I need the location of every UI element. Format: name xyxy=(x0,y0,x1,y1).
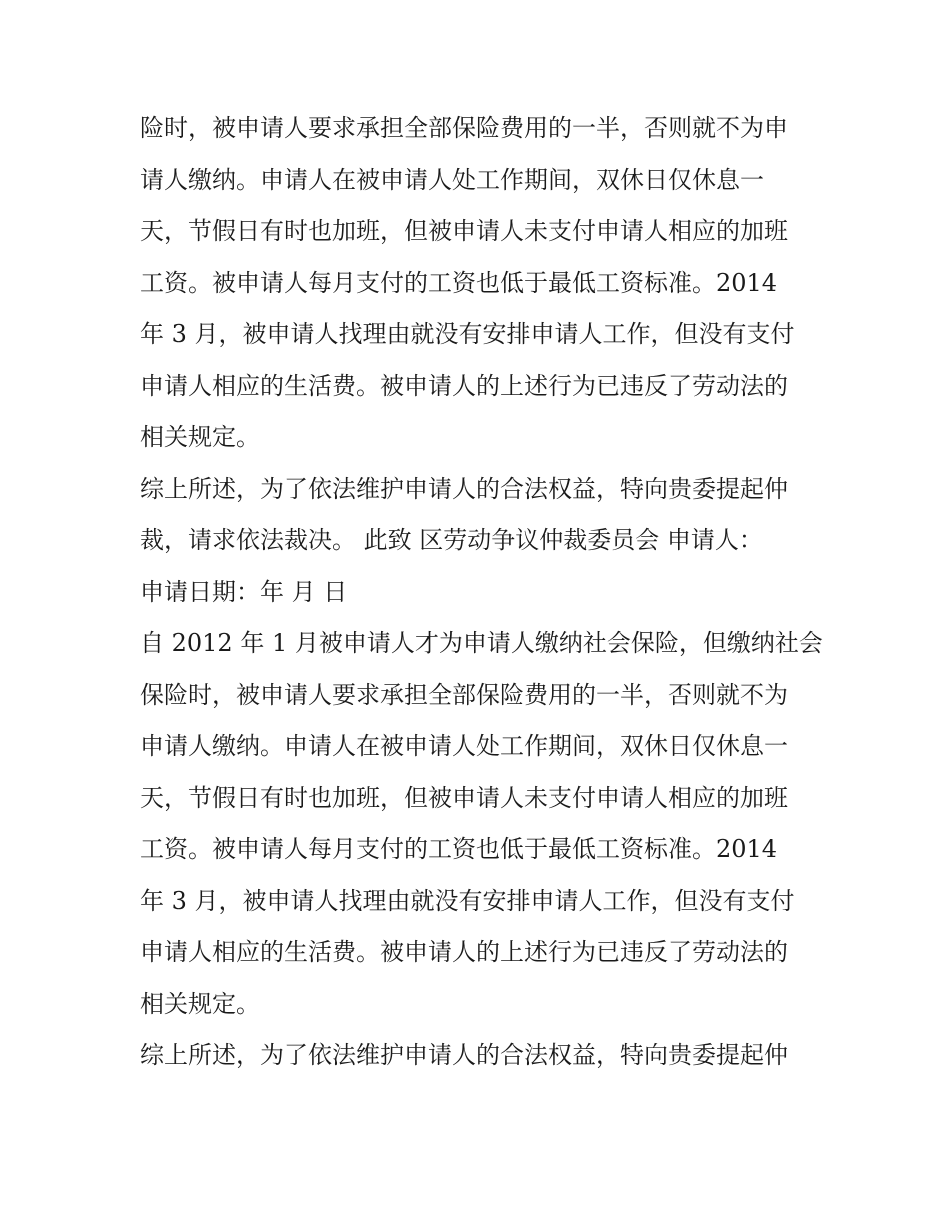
paragraph-facts xyxy=(140,103,812,464)
text-line: 裁，请求依法裁决。 此致 区劳动争议仲裁委员会 申请人： xyxy=(140,526,763,554)
text-line: 年 3 月，被申请人找理由就没有安排申请人工作，但没有支付 xyxy=(140,320,795,348)
text-line: 工资。被申请人每月支付的工资也低于最低工资标准。2014 xyxy=(140,835,778,863)
paragraph-conclusion xyxy=(140,464,812,619)
text-line: 年 3 月，被申请人找理由就没有安排申请人工作，但没有支付 xyxy=(140,886,795,915)
text-line: 险时，被申请人要求承担全部保险费用的一半，否则就不为申 xyxy=(140,114,788,142)
application-date-line: 申请日期：年 月 日 xyxy=(140,577,348,606)
text-line: 申请人相应的生活费。被申请人的上述行为已违反了劳动法的 xyxy=(140,938,788,966)
text-line: 申请人相应的生活费。被申请人的上述行为已违反了劳动法的 xyxy=(140,371,788,400)
text-line: 申请人缴纳。申请人在被申请人处工作期间，双休日仅休息一 xyxy=(140,732,788,760)
text-line: 综上所述，为了依法维护申请人的合法权益，特向贵委提起仲 xyxy=(140,474,788,503)
text-line: 天，节假日有时也加班，但被申请人未支付申请人相应的加班 xyxy=(140,783,788,812)
document-body xyxy=(140,103,823,1082)
text-line: 请人缴纳。申请人在被申请人处工作期间，双休日仅休息一 xyxy=(140,165,764,194)
text-line: 自 2012 年 1 月被申请人才为申请人缴纳社会保险，但缴纳社会 xyxy=(140,629,823,657)
text-line: 相关规定。 xyxy=(140,989,260,1018)
text-line: 综上所述，为了依法维护申请人的合法权益，特向贵委提起仲 xyxy=(140,1041,788,1069)
paragraph-facts-repeat xyxy=(140,618,823,1030)
text-line: 工资。被申请人每月支付的工资也低于最低工资标准。2014 xyxy=(140,268,778,297)
text-line: 保险时，被申请人要求承担全部保险费用的一半，否则就不为 xyxy=(140,680,788,709)
text-line: 相关规定。 xyxy=(140,423,260,451)
text-line: 天，节假日有时也加班，但被申请人未支付申请人相应的加班 xyxy=(140,217,788,245)
paragraph-conclusion-repeat xyxy=(140,1030,812,1082)
